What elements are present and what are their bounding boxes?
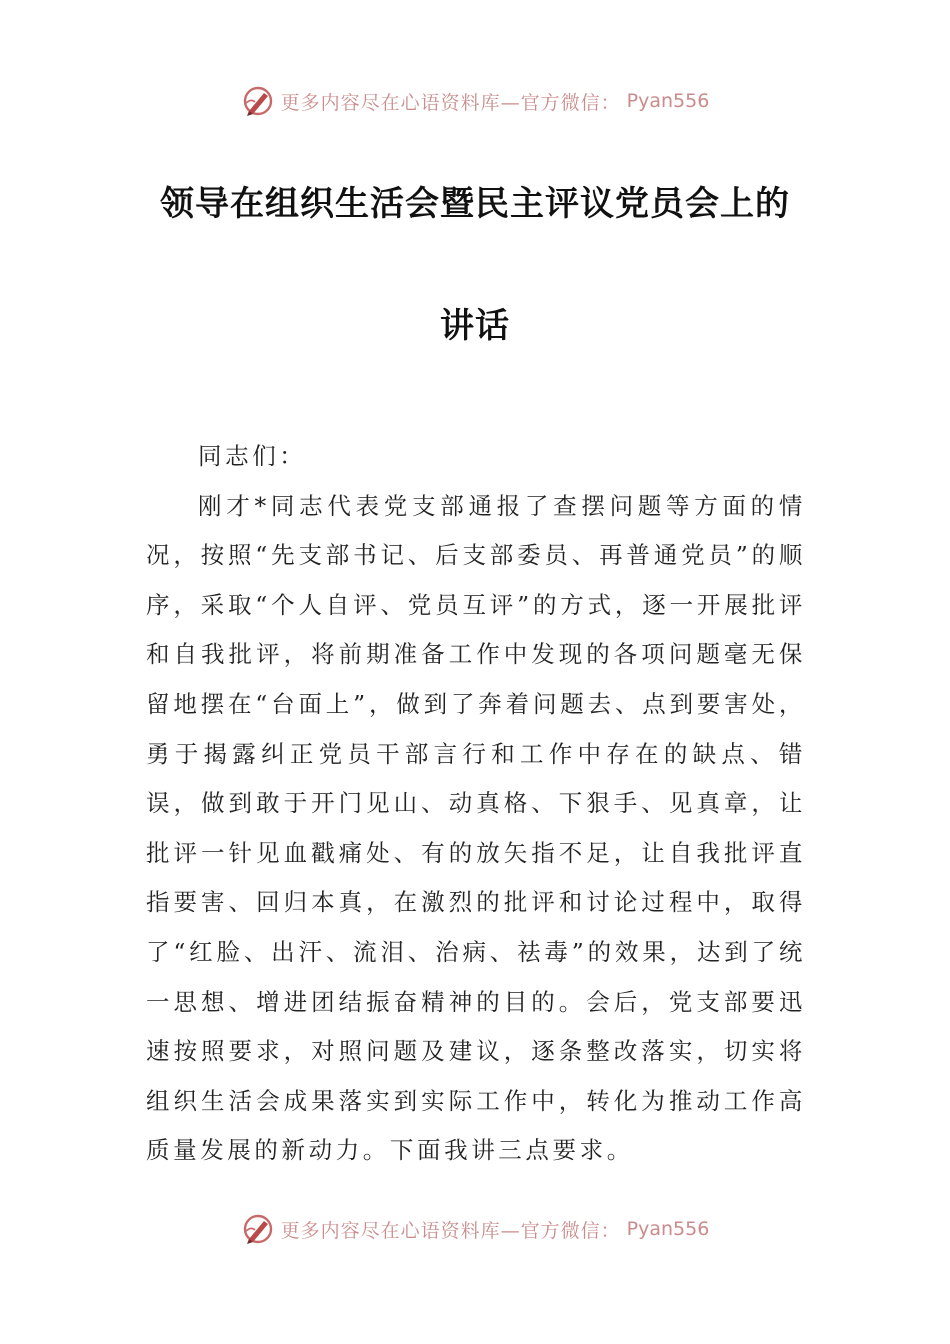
pen-circle-logo-icon: [241, 1212, 275, 1246]
paragraph-1: 刚才*同志代表党支部通报了查摆问题等方面的情况，按照“先支部书记、后支部委员、再普通党员”的顺序，采取“个人自评、党员互评”的方式，逐一开展批评和自我批评，将前期准备工作中发现的各项问题毫无保留地摆在“台面上”，做到了奔着问题去、点到要害处，勇于揭露纠正党员干部言行和工作中存在的缺点、错误，做到敢于开门见山、动真格、下狠手、见真章，让批评一针见血戳痛处、有的放矢指不足，让自我批评直指要害、回归本真，在激烈的批评和讨论过程中，取得了“红脸、出汗、流泪、治病、祛毒”的效果，达到了统一思想、增进团结振奋精神的目的。会后，党支部要迅速按照要求，对照问题及建议，逐条整改落实，切实将组织生活会成果落实到实际工作中，转化为推动工作高质量发展的新动力。下面我讲三点要求。: [146, 491, 806, 1165]
document-title-line1: 领导在组织生活会暨民主评议党员会上的: [160, 184, 790, 224]
header-watermark: [0, 84, 950, 118]
watermark-account: Pyan556: [626, 90, 710, 112]
document-body: [146, 432, 806, 1176]
document-title-line2: 讲话: [440, 306, 510, 346]
footer-watermark: [0, 1212, 950, 1246]
watermark-text: 更多内容尽在心语资料库—官方微信：: [280, 1219, 621, 1242]
watermark-account: Pyan556: [626, 1218, 710, 1240]
watermark-text: 更多内容尽在心语资料库—官方微信：: [280, 91, 621, 114]
salutation: 同志们：: [198, 442, 307, 470]
pen-circle-logo-icon: [241, 84, 275, 118]
